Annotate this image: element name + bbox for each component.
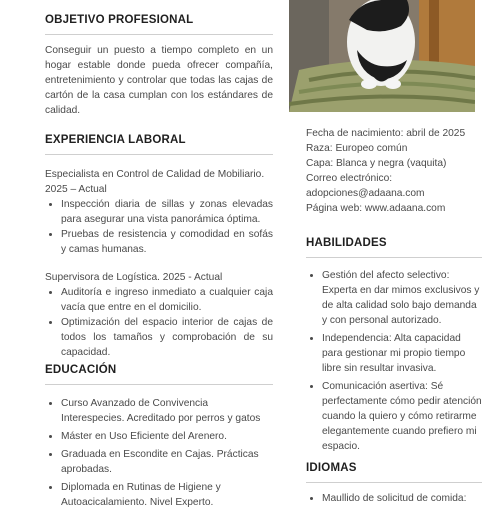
website-link[interactable]: Página web: www.adaana.com [306, 203, 446, 214]
job-entry [45, 167, 273, 257]
section-divider [45, 384, 273, 385]
job-title: Especialista en Control de Calidad de Mobiliario. [45, 169, 265, 180]
coat: Capa: Blanca y negra (vaquita) [306, 158, 447, 169]
skill-item: • Independencia: Alta capacidad para gestionar mi propio tiempo libre sin resultar invasiva. [322, 331, 482, 376]
job-task: • Pruebas de resistencia y comodidad en sofás y camas humanas. [61, 227, 273, 257]
language-item: • Maullido de solicitud de comida: [322, 491, 482, 506]
objective-text: Conseguir un puesto a tiempo completo en un hogar estable donde pueda ofrecer compañía, entretenimiento y controlar que todas las cajas de cartón de la casa cumplan con los estándares de calidad. [45, 45, 273, 116]
section-divider [45, 154, 273, 155]
profile-photo [289, 0, 475, 112]
email-label: Correo electrónico: [306, 173, 393, 184]
skill-item: • Gestión del afecto selectivo: Experta en dar mimos exclusivos y de alta calidad solo bajo demanda y con personal autorizado. [322, 268, 482, 328]
cat-photo-illustration [289, 0, 475, 112]
breed: Raza: Europeo común [306, 143, 408, 154]
education-item: • Graduada en Escondite en Cajas. Prácticas aprobadas. [61, 447, 273, 477]
skill-item: • Comunicación asertiva: Sé perfectamente cómo pedir atención cuando la quiero y cómo retirarme elegantemente cuando prefiero mi espacio. [322, 379, 482, 454]
languages-heading: IDIOMAS [306, 462, 357, 474]
objective-heading: OBJETIVO PROFESIONAL [45, 14, 194, 26]
section-divider [306, 257, 482, 258]
email-link[interactable]: adopciones@adaana.com [306, 188, 425, 199]
education-heading: EDUCACIÓN [45, 364, 117, 376]
job-period: 2025 – Actual [45, 184, 107, 195]
job-title: Supervisora de Logística. 2025 - Actual [45, 272, 223, 283]
section-divider [306, 482, 482, 483]
experience-section [45, 133, 273, 360]
objective-section [45, 13, 273, 118]
job-task: • Auditoría e ingreso inmediato a cualquier caja vacía que entre en el domicilio. [61, 285, 273, 315]
skills-section [306, 236, 482, 454]
education-item: • Máster en Uso Eficiente del Arenero. [61, 429, 273, 444]
job-task: • Inspección diaria de sillas y zonas elevadas para asegurar una vista panorámica óptima. [61, 197, 273, 227]
languages-section [306, 461, 482, 506]
personal-info [306, 126, 482, 216]
birth-date: Fecha de nacimiento: abril de 2025 [306, 128, 466, 139]
job-task: • Optimización del espacio interior de cajas de todos los tamaños y comprobación de su capacidad. [61, 315, 273, 360]
education-item: • Curso Avanzado de Convivencia Interespecies. Acreditado por perros y gatos [61, 396, 273, 426]
education-section [45, 363, 273, 510]
job-entry [45, 270, 273, 360]
education-item: • Diplomada en Rutinas de Higiene y Autoacicalamiento. Nivel Experto. [61, 480, 273, 510]
skills-heading: HABILIDADES [306, 237, 387, 249]
section-divider [45, 34, 273, 35]
experience-heading: EXPERIENCIA LABORAL [45, 134, 186, 146]
